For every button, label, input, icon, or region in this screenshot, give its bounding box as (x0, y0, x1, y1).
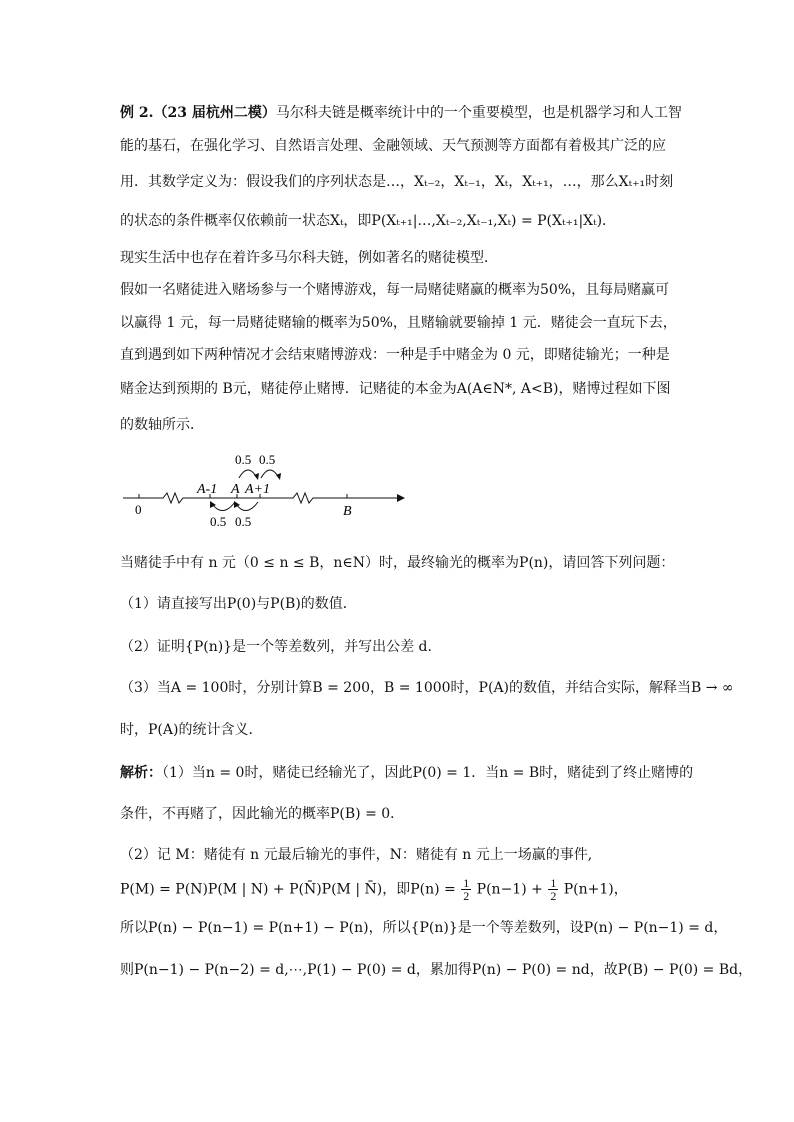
question-3b: 时，P(A)的统计含义． (120, 722, 263, 738)
problem-line-6: 假如一名赌徒进入赌场参与一个赌博游戏，每一局赌徒赌赢的概率为50%，且每局赌赢可 (120, 282, 670, 298)
arc-up-left (239, 470, 257, 478)
solution-formula-mid: P(n−1) + (476, 881, 543, 898)
label-down-left: 0.5 (210, 514, 227, 529)
problem-text-1: 马尔科夫链是概率统计中的一个重要模型，也是机器学习和人工智 (275, 105, 682, 121)
fraction-half-2: $\frac{1}{2}$ (550, 876, 557, 903)
problem-line-3: 用．其数学定义为：假设我们的序列状态是…，Xₜ₋₂，Xₜ₋₁，Xₜ，Xₜ₊₁，…，那么Xₜ₊₁时刻 (120, 174, 674, 190)
problem-line-10: 的数轴所示． (120, 417, 204, 433)
solution-line-5: 所以P(n) − P(n−1) = P(n+1) − P(n)，所以{P(n)}是一个等差数列，设P(n) − P(n−1) = d， (120, 920, 728, 936)
arc-up-right (261, 470, 279, 478)
fraction-half-1: $\frac{1}{2}$ (463, 876, 470, 903)
arc-down-right (236, 502, 258, 511)
problem-source: （23 届杭州二模） (153, 105, 276, 121)
question-3a: （3）当A = 100时，分别计算B = 200，B = 1000时，P(A)的数值，并结合实际，解释当B → ∞ (120, 680, 734, 696)
solution-line-3: （2）记 M：赌徒有 n 元最后输光的事件，N：赌徒有 n 元上一场赢的事件, (120, 847, 593, 863)
solution-line-4 (120, 877, 628, 902)
solution-formula-left: P(M) = P(N)P(M | N) + P(N̄)P(M | N̄)，即P(n) = (120, 881, 456, 898)
problem-line-7: 以赢得 1 元，每一局赌徒赌输的概率为50%，且赌输就要输掉 1 元．赌徒会一直玩下去， (120, 315, 677, 331)
solution-text-1: （1）当n = 0时，赌徒已经输光了，因此P(0) = 1．当n = B时，赌徒到了终止赌博的 (162, 765, 694, 781)
problem-label: 例 2. (120, 105, 154, 121)
number-line-diagram (115, 448, 415, 536)
solution-label: 解析： (120, 765, 162, 781)
solution-formula-end: P(n+1)， (563, 881, 628, 898)
problem-line-2: 能的基石，在强化学习、自然语言处理、金融领域、天气预测等方面都有着极其广泛的应 (120, 138, 666, 154)
problem-line-8: 直到遇到如下两种情况才会结束赌博游戏：一种是手中赌金为 0 元，即赌徒输光；一种是 (120, 347, 670, 363)
axis-arrow (397, 494, 405, 502)
question-intro: 当赌徒手中有 n 元（0 ≤ n ≤ B，n∈N）时，最终输光的概率为P(n)，请回答下列问题： (120, 555, 675, 571)
label-a-plus: A+1 (245, 482, 270, 497)
solution-line-6: 则P(n−1) − P(n−2) = d,⋯,P(1) − P(0) = d，累加得P(n) − P(0) = nd，故P(B) − P(0) = Bd， (120, 962, 753, 978)
problem-line-4: 的状态的条件概率仅依赖前一状态Xₜ，即P(Xₜ₊₁|…,Xₜ₋₂,Xₜ₋₁,Xₜ) = P(Xₜ₊₁|Xₜ)． (120, 213, 617, 229)
label-down-right: 0.5 (235, 514, 252, 529)
label-up-right: 0.5 (259, 452, 276, 467)
problem-line-1 (120, 103, 682, 123)
label-a-minus: A-1 (197, 482, 218, 497)
label-zero: 0 (135, 502, 142, 517)
question-1: （1）请直接写出P(0)与P(B)的数值． (120, 596, 357, 612)
arc-down-left (212, 502, 235, 511)
solution-line-2: 条件，不再赌了，因此输光的概率P(B) = 0． (120, 806, 405, 822)
solution-line-1 (120, 763, 693, 783)
problem-line-5: 现实生活中也存在着许多马尔科夫链，例如著名的赌徒模型． (120, 250, 498, 266)
problem-line-9: 赌金达到预期的 B元，赌徒停止赌博．记赌徒的本金为A(A∈N*, A<B)，赌博过程如下图 (120, 381, 671, 397)
label-b: B (343, 504, 352, 519)
label-up-left: 0.5 (235, 452, 252, 467)
label-a: A (231, 482, 240, 497)
question-2: （2）证明{P(n)}是一个等差数列，并写出公差 d. (120, 639, 432, 655)
